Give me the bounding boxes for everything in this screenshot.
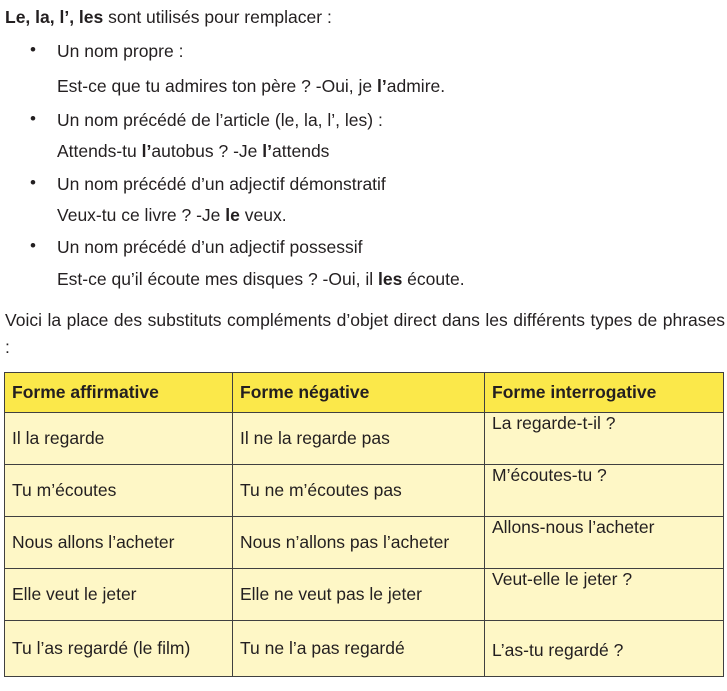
example-text: attends bbox=[272, 141, 330, 161]
cell-negative: Nous n’allons pas l’acheter bbox=[233, 517, 485, 569]
example-text: écoute. bbox=[402, 269, 465, 289]
example-text: Est-ce qu’il écoute mes disques ? -Oui, il bbox=[57, 269, 378, 289]
header-affirmative: Forme affirmative bbox=[5, 373, 233, 413]
table-row bbox=[5, 621, 724, 677]
example-text: veux. bbox=[239, 205, 287, 225]
bullet-1-heading: Un nom propre : bbox=[57, 41, 184, 61]
bullet-marker: • bbox=[30, 236, 36, 255]
table-intro-paragraph: Voici la place des substituts compléments d’objet direct dans les différents types de phrases : bbox=[5, 310, 725, 357]
example-pronoun: l’ bbox=[262, 141, 273, 161]
bullet-2-heading: Un nom précédé de l’article (le, la, l’, les) : bbox=[57, 110, 383, 130]
table-row bbox=[5, 569, 724, 621]
cell-negative: Il ne la regarde pas bbox=[233, 413, 485, 465]
example-pronoun: les bbox=[377, 269, 403, 289]
table-header-row bbox=[5, 373, 724, 413]
cell-negative: Tu ne m’écoutes pas bbox=[233, 465, 485, 517]
cell-affirmative: Tu l’as regardé (le film) bbox=[5, 621, 233, 677]
bullet-3-example bbox=[57, 204, 287, 226]
cell-negative: Tu ne l’a pas regardé bbox=[233, 621, 485, 677]
cell-affirmative: Elle veut le jeter bbox=[5, 569, 233, 621]
cell-interrogative: L’as-tu regardé ? bbox=[485, 621, 724, 677]
cell-affirmative: Nous allons l’acheter bbox=[5, 517, 233, 569]
table-row bbox=[5, 413, 724, 465]
example-text: Attends-tu bbox=[57, 141, 142, 161]
example-text: admire. bbox=[386, 76, 446, 96]
cell-negative: Elle ne veut pas le jeter bbox=[233, 569, 485, 621]
example-pronoun: l’ bbox=[377, 76, 387, 96]
bullet-marker: • bbox=[30, 109, 36, 128]
cell-affirmative: Il la regarde bbox=[5, 413, 233, 465]
example-text: Veux-tu ce livre ? -Je bbox=[57, 205, 226, 225]
cell-interrogative: Veut-elle le jeter ? bbox=[485, 569, 724, 621]
cell-interrogative: M’écoutes-tu ? bbox=[485, 465, 724, 517]
example-text: autobus ? -Je bbox=[151, 141, 263, 161]
bullet-1-example bbox=[57, 75, 445, 97]
bullet-2-example bbox=[57, 140, 329, 162]
bullet-4-heading: Un nom précédé d’un adjectif possessif bbox=[57, 237, 363, 257]
table-row bbox=[5, 517, 724, 569]
bullet-marker: • bbox=[30, 173, 36, 192]
header-negative: Forme négative bbox=[233, 373, 485, 413]
intro-line bbox=[5, 6, 332, 28]
intro-text: sont utilisés pour remplacer : bbox=[103, 7, 332, 27]
table-row bbox=[5, 465, 724, 517]
cell-interrogative: La regarde-t-il ? bbox=[485, 413, 724, 465]
example-pronoun: le bbox=[225, 205, 240, 225]
bullet-3-heading: Un nom précédé d’un adjectif démonstratif bbox=[57, 174, 386, 194]
pronoun-placement-table bbox=[4, 372, 724, 677]
cell-affirmative: Tu m’écoutes bbox=[5, 465, 233, 517]
bullet-4-example bbox=[57, 268, 465, 290]
example-pronoun: l’ bbox=[141, 141, 152, 161]
cell-interrogative: Allons-nous l’acheter bbox=[485, 517, 724, 569]
header-interrogative: Forme interrogative bbox=[485, 373, 724, 413]
intro-pronouns: Le, la, l’, les bbox=[5, 7, 104, 27]
bullet-marker: • bbox=[30, 40, 36, 59]
example-text: Est-ce que tu admires ton père ? -Oui, je bbox=[57, 76, 378, 96]
